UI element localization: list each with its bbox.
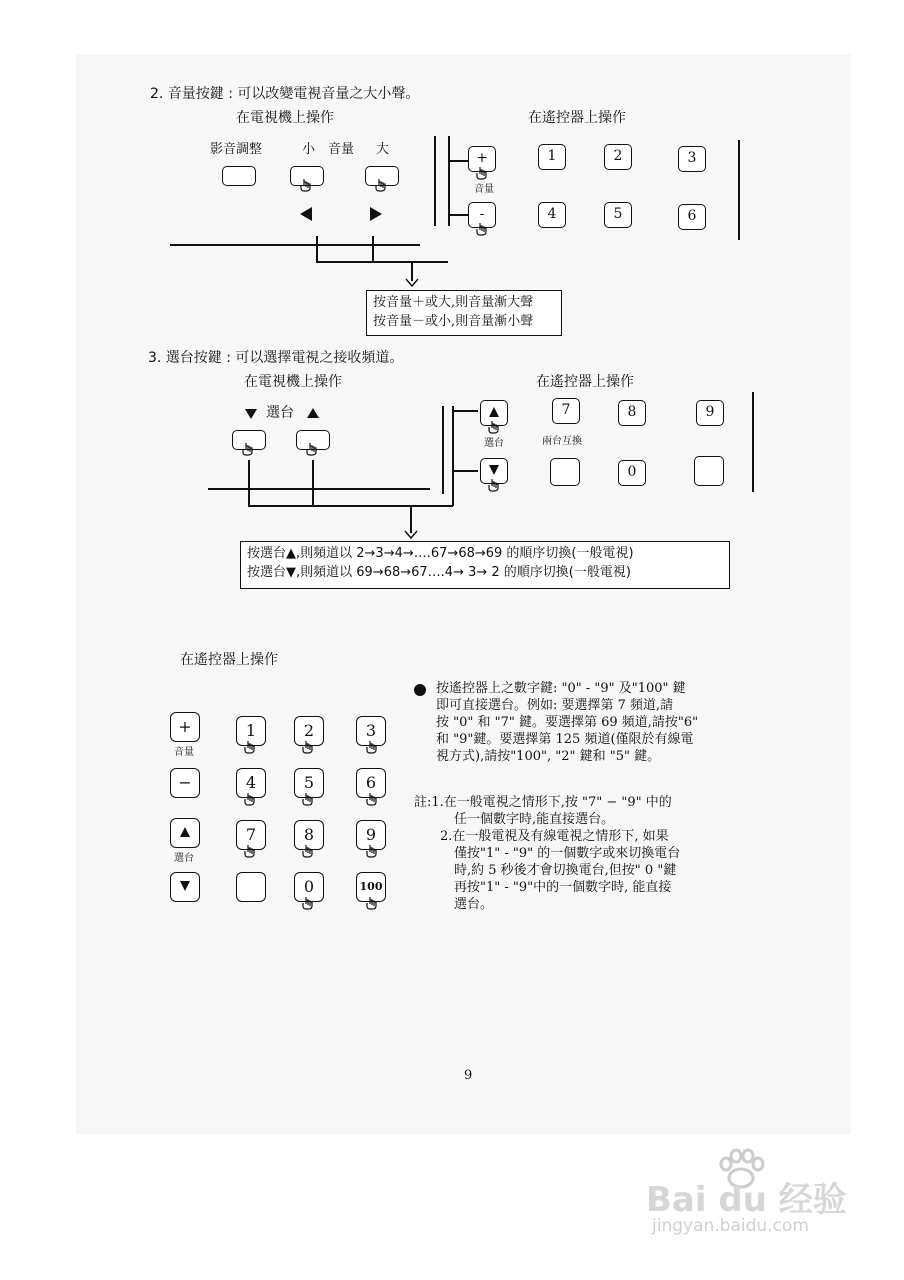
triangle-down-icon	[179, 880, 191, 892]
connector-line	[316, 261, 448, 263]
divider-line	[738, 140, 740, 240]
av-adjust-label: 影音調整	[210, 142, 263, 157]
remote-volume-down-button[interactable]: -	[468, 202, 496, 228]
remote-select-label: 選台	[174, 853, 194, 864]
finger-icon	[306, 442, 318, 456]
note-line: 任一個數字時,能直接選台。	[454, 812, 615, 827]
remote-key-4[interactable]: 4	[538, 202, 566, 228]
remote-key-9[interactable]: 9	[696, 400, 724, 426]
divider-line	[752, 392, 754, 492]
divider-line	[452, 406, 454, 506]
note-line: 時,約 5 秒後才會切換電台,但按" 0 "鍵	[454, 863, 677, 878]
remote-blank-button[interactable]	[694, 456, 724, 486]
note-line: 僅按"1" - "9" 的一個數字或來切換電台	[454, 846, 681, 861]
remote-volume-up-button[interactable]: +	[468, 146, 496, 172]
bullet-line: 即可直接選台。例如: 要選擇第 7 頻道,請	[436, 698, 674, 713]
keypad-key-7[interactable]: 7	[236, 820, 266, 850]
channel-note-line1: 按選台▲,則頻道以 2→3→4→….67→68→69 的順序切換(一般電視)	[247, 546, 634, 561]
remote-channel-up-button[interactable]	[170, 818, 200, 848]
remote-volume-label: 音量	[474, 184, 494, 195]
keypad-key-6[interactable]: 6	[356, 768, 386, 798]
tv-select-label: 選台	[266, 405, 294, 421]
bullet-icon	[414, 684, 426, 696]
finger-icon	[366, 844, 378, 858]
bullet-line: 按 "0" 和 "7" 鍵。要選擇第 69 頻道,請按"6"	[436, 715, 699, 730]
remote-key-6[interactable]: 6	[678, 204, 706, 230]
finger-icon	[366, 896, 378, 910]
watermark-brand: Bai du 经验	[646, 1180, 847, 1220]
remote-channel-down-button[interactable]	[170, 872, 200, 902]
connector-line	[312, 460, 314, 506]
finger-icon	[375, 178, 387, 192]
watermark-url: jingyan.baidu.com	[652, 1216, 809, 1236]
finger-icon	[244, 740, 256, 754]
divider-line	[208, 488, 430, 490]
remote-volume-down-button[interactable]: −	[170, 768, 200, 798]
small-label: 小	[302, 142, 316, 157]
remote-key-2[interactable]: 2	[604, 144, 632, 170]
finger-icon	[302, 792, 314, 806]
divider-line	[448, 136, 450, 226]
section3-heading: 3. 選台按鍵 : 可以選擇電視之接收頻道。	[148, 350, 404, 366]
finger-icon	[302, 740, 314, 754]
section2-remote-label: 在遙控器上操作	[528, 110, 626, 126]
remote-key-1[interactable]: 1	[538, 144, 566, 170]
connector-line	[448, 214, 468, 216]
notes-block	[414, 794, 680, 913]
finger-icon	[244, 792, 256, 806]
remote-key-0[interactable]: 0	[618, 460, 646, 486]
keypad-key-0[interactable]: 0	[294, 872, 324, 902]
connector-line	[316, 236, 318, 262]
triangle-up-icon	[306, 407, 320, 419]
connector-line	[372, 236, 374, 262]
finger-icon	[302, 844, 314, 858]
remote-select-label: 選台	[484, 438, 504, 449]
triangle-up-icon	[488, 406, 500, 418]
keypad-key-5[interactable]: 5	[294, 768, 324, 798]
remote-key-7[interactable]: 7	[552, 398, 580, 424]
bullet-line: 按遙控器上之數字鍵: "0" - "9" 及"100" 鍵	[436, 681, 686, 696]
large-label: 大	[376, 142, 390, 157]
triangle-down-icon	[488, 464, 500, 476]
remote-section-label: 在遙控器上操作	[180, 652, 278, 668]
finger-icon	[476, 222, 488, 236]
volume-label: 音量	[328, 142, 355, 157]
note-line: 2.在一般電視及有線電視之情形下, 如果	[440, 829, 669, 844]
av-adjust-button[interactable]	[222, 166, 256, 186]
swap-label: 兩台互換	[542, 436, 582, 447]
keypad-key-9[interactable]: 9	[356, 820, 386, 850]
page-number: 9	[464, 1068, 473, 1083]
finger-icon	[242, 442, 254, 456]
remote-volume-up-button[interactable]: +	[170, 712, 200, 742]
keypad-key-2[interactable]: 2	[294, 716, 324, 746]
bullet-line: 視方式),請按"100", "2" 鍵和 "5" 鍵。	[436, 749, 661, 764]
keypad-key-1[interactable]: 1	[236, 716, 266, 746]
remote-volume-label: 音量	[174, 747, 194, 758]
note-line: 再按"1" - "9"中的一個數字時, 能直接	[454, 880, 672, 895]
section2-heading: 2. 音量按鍵 : 可以改變電視音量之大小聲。	[150, 86, 420, 102]
finger-icon	[300, 178, 312, 192]
triangle-left-icon	[298, 206, 314, 222]
divider-line	[170, 244, 420, 246]
section3-remote-label: 在遙控器上操作	[536, 374, 634, 390]
finger-icon	[488, 478, 500, 492]
divider-line	[434, 136, 436, 226]
remote-key-3[interactable]: 3	[678, 146, 706, 172]
connector-line	[410, 505, 412, 533]
divider-line	[442, 406, 444, 494]
triangle-right-icon	[368, 206, 384, 222]
connector-line	[248, 460, 250, 506]
note-line: 註:1.在一般電視之情形下,按 "7" − "9" 中的	[414, 795, 672, 810]
keypad-key-100[interactable]: 100	[356, 872, 386, 902]
connector-line	[448, 160, 468, 162]
triangle-up-icon	[179, 826, 191, 838]
note-line: 選台。	[454, 897, 494, 912]
channel-note-line2: 按選台▼,則頻道以 69→68→67….4→ 3→ 2 的順序切換(一般電視)	[247, 565, 631, 580]
bullet-paragraph	[436, 680, 698, 765]
bullet-line: 和 "9"鍵。要選擇第 125 頻道(僅限於有線電	[436, 732, 694, 747]
volume-note-box	[366, 290, 562, 336]
finger-icon	[366, 740, 378, 754]
volume-note-line2: 按音量－或小,則音量漸小聲	[373, 314, 534, 329]
finger-icon	[476, 166, 488, 180]
keypad-key-3[interactable]: 3	[356, 716, 386, 746]
arrow-down-icon	[405, 278, 419, 288]
triangle-down-icon	[244, 408, 258, 420]
finger-icon	[488, 420, 500, 434]
finger-icon	[244, 844, 256, 858]
connector-line	[248, 505, 453, 507]
document-page	[76, 54, 851, 1134]
channel-note-box	[240, 541, 730, 589]
section2-tv-label: 在電視機上操作	[236, 110, 334, 126]
connector-line	[452, 470, 478, 472]
finger-icon	[302, 896, 314, 910]
arrow-down-icon	[404, 530, 418, 540]
remote-key-5[interactable]: 5	[604, 202, 632, 228]
remote-key-8[interactable]: 8	[618, 400, 646, 426]
section3-tv-label: 在電視機上操作	[244, 374, 342, 390]
remote-swap-button[interactable]	[550, 458, 580, 486]
finger-icon	[366, 792, 378, 806]
keypad-key-4[interactable]: 4	[236, 768, 266, 798]
connector-line	[452, 410, 478, 412]
keypad-key-8[interactable]: 8	[294, 820, 324, 850]
keypad-key-blank[interactable]	[236, 872, 266, 902]
volume-note-line1: 按音量＋或大,則音量漸大聲	[373, 295, 534, 310]
